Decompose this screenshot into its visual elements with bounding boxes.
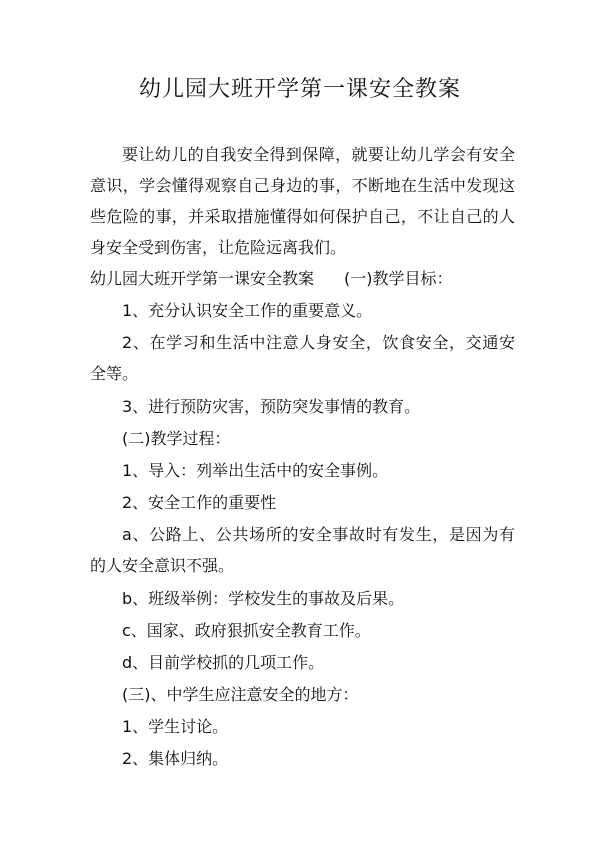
- section3-heading: (三)、中学生应注意安全的地方：: [122, 685, 359, 704]
- goal-item-1: 1、充分认识安全工作的重要意义。: [122, 301, 373, 320]
- lesson-heading: 幼儿园大班开学第一课安全教案: [90, 269, 315, 288]
- process-item-b: b、班级举例：学校发生的事故及后果。: [122, 589, 405, 608]
- intro-paragraph: 要让幼儿的自我安全得到保障，就要让幼儿学会有安全意识，学会懂得观察自己身边的事，不断地在生活中发现这些危险的事，并采取措施懂得如何保护自己，不让自己的人身安全受到伤害，让危险远离我们。: [90, 145, 515, 257]
- process-item-c: c、国家、政府狠抓安全教育工作。: [122, 621, 371, 640]
- discussion-item-1: 1、学生讨论。: [122, 717, 229, 736]
- document-title: 幼儿园大班开学第一课安全教案: [138, 77, 461, 102]
- process-item-2: 2、安全工作的重要性: [122, 493, 277, 512]
- goal-item-3: 3、进行预防灾害，预防突发事情的教育。: [122, 397, 421, 416]
- discussion-item-2: 2、集体归纳。: [122, 749, 229, 768]
- process-item-a: a、公路上、公共场所的安全事故时有发生，是因为有的人安全意识不强。: [90, 525, 515, 575]
- section1-heading: (一)教学目标：: [344, 269, 453, 288]
- section2-heading: (二)教学过程：: [122, 429, 231, 448]
- lesson-heading-line: [90, 263, 453, 294]
- process-item-d: d、目前学校抓的几项工作。: [122, 653, 325, 672]
- goal-item-2: 2、在学习和生活中注意人身安全，饮食安全，交通安全等。: [90, 333, 515, 383]
- process-item-1: 1、导入：列举出生活中的安全事例。: [122, 461, 389, 480]
